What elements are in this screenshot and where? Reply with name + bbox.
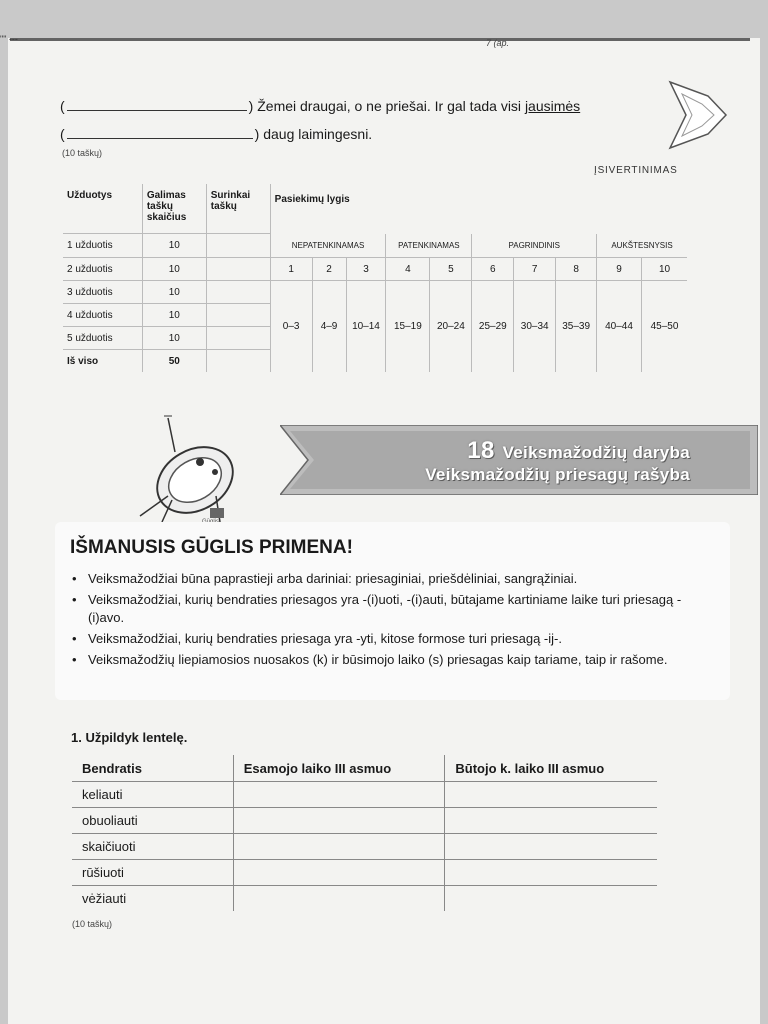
blank-field-2[interactable] bbox=[67, 126, 253, 139]
past-answer-cell[interactable] bbox=[445, 808, 658, 834]
lesson-number: 18 bbox=[467, 437, 495, 464]
exercise-title: 1. Užpildyk lentelę. bbox=[71, 730, 188, 745]
range-cell: 0–3 bbox=[270, 281, 312, 373]
grade-cell: 9 bbox=[597, 258, 642, 281]
past-answer-cell[interactable] bbox=[445, 886, 658, 912]
top-text: 7 (ap. bbox=[486, 38, 510, 48]
table-row bbox=[72, 886, 658, 912]
table-row bbox=[72, 860, 658, 886]
earned-cell-2[interactable] bbox=[206, 258, 270, 281]
lesson-title-line-2: Veiksmažodžių priesagų rašyba bbox=[425, 465, 690, 484]
present-answer-cell[interactable] bbox=[233, 860, 445, 886]
earned-cell-1[interactable] bbox=[206, 234, 270, 258]
range-cell: 15–19 bbox=[386, 281, 430, 373]
grade-cell: 4 bbox=[386, 258, 430, 281]
header-possible: Galimas taškų skaičius bbox=[142, 184, 206, 234]
header-levels: Pasiekimų lygis bbox=[270, 184, 687, 234]
grade-cell: 8 bbox=[556, 258, 597, 281]
header-task: Užduotys bbox=[63, 184, 143, 234]
present-answer-cell[interactable] bbox=[233, 808, 445, 834]
lesson-title bbox=[330, 437, 690, 485]
past-answer-cell[interactable] bbox=[445, 834, 658, 860]
level-group-4: AUKŠTESNYSIS bbox=[597, 234, 688, 258]
points-note-bottom: (10 taškų) bbox=[72, 919, 113, 929]
infinitive-cell: skaičiuoti bbox=[72, 834, 234, 860]
column-header: Būtojo k. laiko III asmuo bbox=[445, 755, 658, 782]
grade-cell: 10 bbox=[642, 258, 688, 281]
range-cell: 30–34 bbox=[514, 281, 556, 373]
grade-cell: 1 bbox=[270, 258, 312, 281]
earned-cell-4[interactable] bbox=[206, 304, 270, 327]
total-label: Iš viso bbox=[63, 350, 143, 373]
grade-cell: 2 bbox=[312, 258, 346, 281]
grade-cell: 6 bbox=[472, 258, 514, 281]
task-label: 4 užduotis bbox=[63, 304, 143, 327]
total-points: 50 bbox=[142, 350, 206, 373]
table-row bbox=[72, 808, 658, 834]
range-cell: 45–50 bbox=[642, 281, 688, 373]
points-note-top: (10 taškų) bbox=[62, 148, 103, 158]
task-points: 10 bbox=[142, 234, 206, 258]
task-points: 10 bbox=[142, 304, 206, 327]
task-points: 10 bbox=[142, 258, 206, 281]
reminder-title: IŠMANUSIS GŪGLIS PRIMENA! bbox=[70, 537, 353, 558]
earned-cell-5[interactable] bbox=[206, 327, 270, 350]
range-cell: 20–24 bbox=[430, 281, 472, 373]
reminder-bullet: • Veiksmažodžiai, kurių bendraties priesagos yra -(i)uoti, -(i)auti, būtajame kartiniame laike turi priesagą -(i)avo. bbox=[72, 592, 682, 625]
range-cell: 10–14 bbox=[346, 281, 386, 373]
task-label: 3 užduotis bbox=[63, 281, 143, 304]
grade-cell: 3 bbox=[346, 258, 386, 281]
infinitive-cell: rūšiuoti bbox=[72, 860, 234, 886]
level-group-3: PAGRINDINIS bbox=[472, 234, 597, 258]
top-marks: "" --- bbox=[0, 34, 18, 44]
underlined-word: jausimės bbox=[524, 98, 581, 114]
sentence-line-1: ( ) Žemei draugai, o ne priešai. Ir gal tada visi jausimės bbox=[60, 98, 581, 114]
present-answer-cell[interactable] bbox=[233, 886, 445, 912]
top-rule bbox=[10, 38, 750, 41]
reminder-bullet: • Veiksmažodžiai, kurių bendraties priesaga yra -yti, kitose formose turi priesagą -ij-. bbox=[72, 631, 562, 646]
level-group-1: NEPATENKINAMAS bbox=[270, 234, 386, 258]
task-label: 2 užduotis bbox=[63, 258, 143, 281]
past-answer-cell[interactable] bbox=[445, 860, 658, 886]
chevron-arrow-icon bbox=[668, 80, 728, 150]
header-earned: Surinkai taškų bbox=[206, 184, 270, 234]
infinitive-cell: vėžiauti bbox=[72, 886, 234, 912]
sentence-line-2: ( ) daug laimingesni. bbox=[60, 126, 373, 142]
reminder-bullet: • Veiksmažodžiai būna paprastieji arba dariniai: priesaginiai, priešdėliniai, sangrąžiniai. bbox=[72, 571, 578, 586]
table-row bbox=[72, 782, 658, 808]
infinitive-cell: obuoliauti bbox=[72, 808, 234, 834]
task-points: 10 bbox=[142, 281, 206, 304]
range-cell: 4–9 bbox=[312, 281, 346, 373]
earned-cell-3[interactable] bbox=[206, 281, 270, 304]
infinitive-cell: keliauti bbox=[72, 782, 234, 808]
range-cell: 25–29 bbox=[472, 281, 514, 373]
task-label: 1 užduotis bbox=[63, 234, 143, 258]
task-label: 5 užduotis bbox=[63, 327, 143, 350]
lesson-title-line-1: Veiksmažodžių daryba bbox=[502, 443, 690, 462]
guglis-mascot-icon bbox=[120, 412, 250, 527]
column-header: Bendratis bbox=[72, 755, 234, 782]
reminder-bullet: • Veiksmažodžių liepiamosios nuosakos (k) ir būsimojo laiko (s) priesagas kaip tariame, taip ir rašome. bbox=[72, 652, 668, 667]
present-answer-cell[interactable] bbox=[233, 834, 445, 860]
level-group-2: PATENKINAMAS bbox=[386, 234, 472, 258]
blank-field-1[interactable] bbox=[67, 98, 247, 111]
present-answer-cell[interactable] bbox=[233, 782, 445, 808]
grade-cell: 5 bbox=[430, 258, 472, 281]
task-points: 10 bbox=[142, 327, 206, 350]
range-cell: 40–44 bbox=[597, 281, 642, 373]
table-row bbox=[72, 834, 658, 860]
range-cell: 35–39 bbox=[556, 281, 597, 373]
past-answer-cell[interactable] bbox=[445, 782, 658, 808]
grade-cell: 7 bbox=[514, 258, 556, 281]
self-eval-table bbox=[62, 183, 688, 373]
column-header: Esamojo laiko III asmuo bbox=[233, 755, 445, 782]
earned-total-cell[interactable] bbox=[206, 350, 270, 373]
self-eval-title: ĮSIVERTINIMAS bbox=[594, 165, 678, 176]
exercise-table bbox=[71, 754, 658, 912]
